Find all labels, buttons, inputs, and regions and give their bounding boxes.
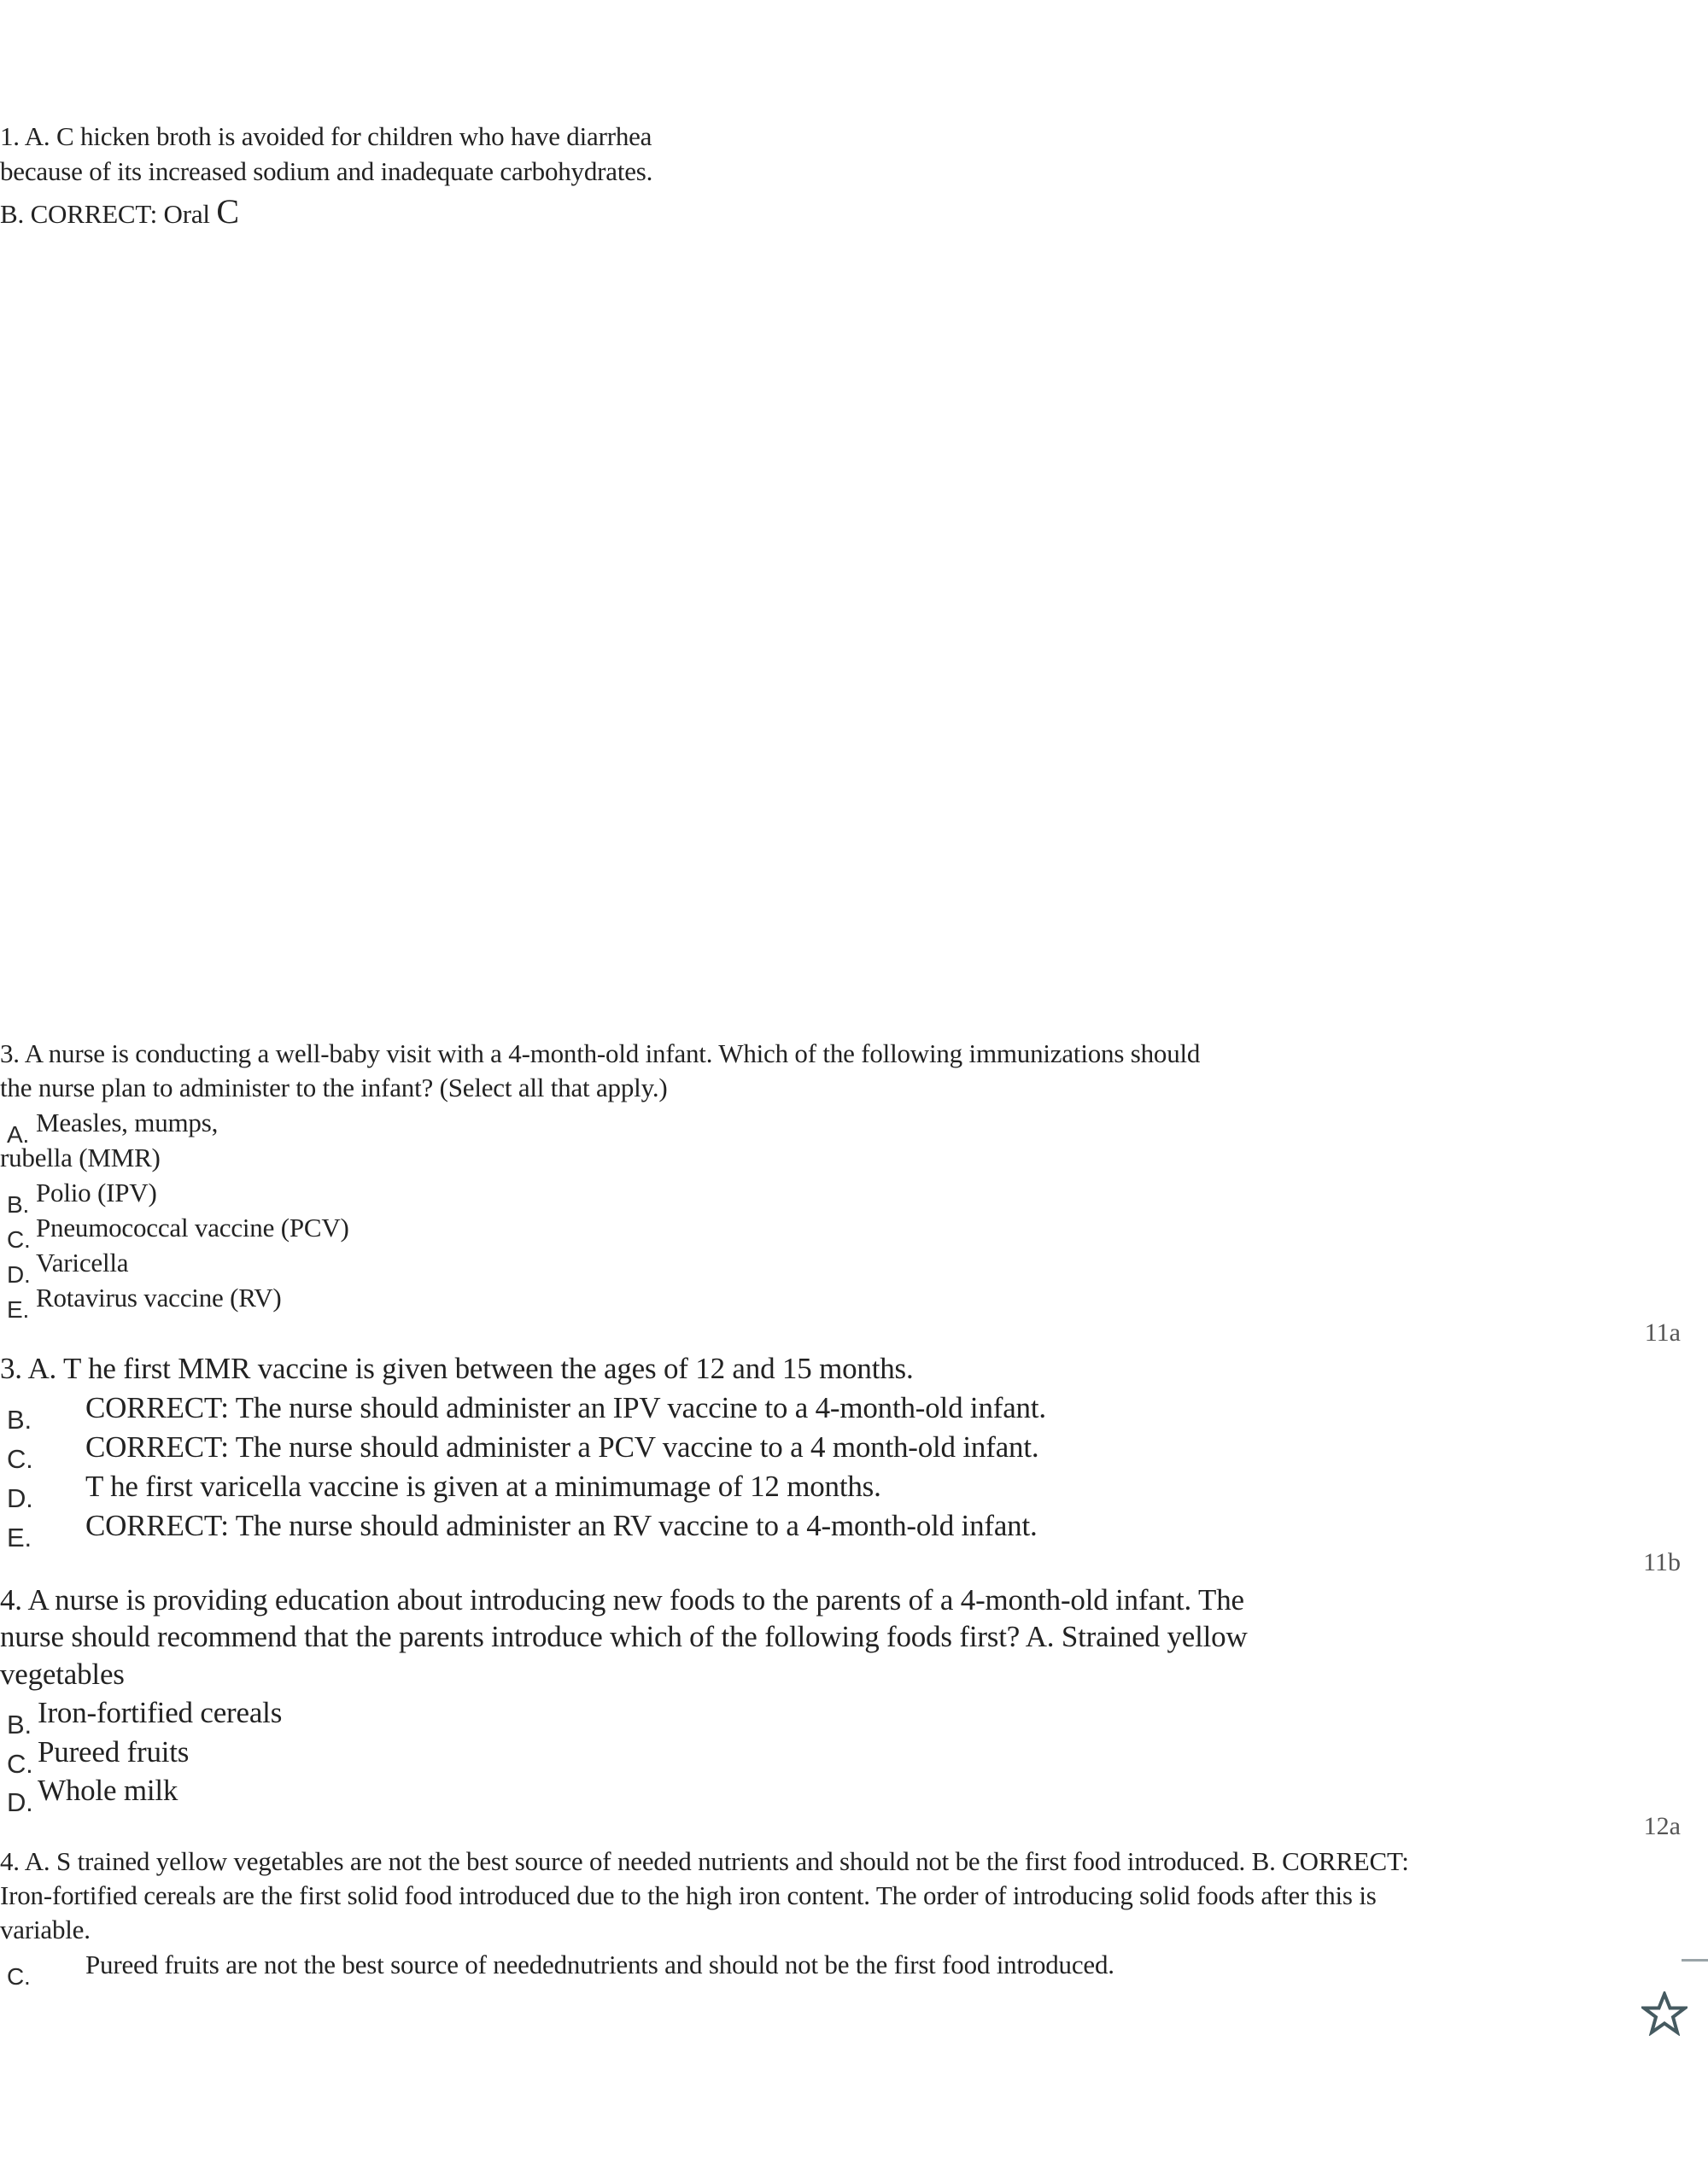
- option-text: Measles, mumps,: [36, 1108, 219, 1137]
- option-label: C.: [7, 1226, 31, 1253]
- option-label: A.: [7, 1121, 30, 1148]
- page-tag-12a: 12a: [1643, 1812, 1681, 1840]
- divider-rule: [1682, 1959, 1708, 1962]
- star-icon[interactable]: [1641, 1991, 1688, 2036]
- star-outline-icon: [1641, 1991, 1688, 2036]
- answer-label: C.: [7, 1444, 33, 1474]
- answer-text: T he first varicella vaccine is given at a minimumage of 12 months.: [85, 1470, 881, 1503]
- option-label: D.: [7, 1787, 33, 1817]
- q3-option-a-continued: rubella (MMR): [0, 1143, 161, 1172]
- option-text: Rotavirus vaccine (RV): [36, 1283, 282, 1313]
- q3-question-line-1: 3. A nurse is conducting a well-baby visit with a 4-month-old infant. Which of the following immunizations should: [0, 1038, 1201, 1068]
- q3-answer-line-1: 3. A. T he first MMR vaccine is given between the ages of 12 and 15 months.: [0, 1352, 914, 1385]
- option-label: D.: [7, 1261, 31, 1288]
- option-text: Iron-fortified cereals: [38, 1696, 283, 1729]
- option-label: B.: [7, 1710, 32, 1739]
- answer-text: CORRECT: The nurse should administer an RV vaccine to a 4-month-old infant.: [85, 1509, 1038, 1542]
- answer-label: B.: [7, 1405, 32, 1435]
- q1-answer-trailing-letter: C: [216, 192, 239, 231]
- option-label: E.: [7, 1296, 30, 1323]
- q4-answer-item-c: [0, 1950, 1114, 2003]
- answer-text: Pureed fruits are not the best source of needednutrients and should not be the first food introduced.: [85, 1950, 1114, 1979]
- q3-answer-item-e: [0, 1509, 1038, 1564]
- option-text: Whole milk: [38, 1774, 178, 1807]
- q4-answer-line-2: Iron-fortified cereals are the first solid food introduced due to the high iron content. The order of introducing solid foods after this is: [0, 1880, 1377, 1910]
- option-label: B.: [7, 1191, 30, 1218]
- q4-question-line-3: vegetables: [0, 1658, 125, 1691]
- option-text: Polio (IPV): [36, 1178, 157, 1207]
- option-text: Pneumococcal vaccine (PCV): [36, 1213, 349, 1242]
- answer-text: CORRECT: The nurse should administer a PCV vaccine to a 4 month-old infant.: [85, 1430, 1039, 1464]
- answer-label: D.: [7, 1483, 33, 1513]
- q4-question-line-1: 4. A nurse is providing education about introducing new foods to the parents of a 4-month-old infant. The: [0, 1583, 1244, 1617]
- answer-label: E.: [7, 1523, 32, 1552]
- option-text: Pureed fruits: [38, 1735, 190, 1769]
- answer-text: CORRECT: The nurse should administer an IPV vaccine to a 4-month-old infant.: [85, 1391, 1046, 1424]
- q4-answer-line-1: 4. A. S trained yellow vegetables are not the best source of needed nutrients and should not be the first food introduced. B. CORRECT:: [0, 1846, 1409, 1876]
- q4-question-line-2: nurse should recommend that the parents introduce which of the following foods first? A. Strained yellow: [0, 1620, 1248, 1653]
- option-label: C.: [7, 1749, 33, 1779]
- q1-answer-line-1: 1. A. C hicken broth is avoided for children who have diarrhea: [0, 121, 652, 151]
- q1-answer-line-3: [0, 192, 239, 231]
- q1-answer-line-2: because of its increased sodium and inadequate carbohydrates.: [0, 156, 653, 186]
- q1-answer-option-b: B. CORRECT: Oral: [0, 199, 217, 229]
- answer-label: C.: [7, 1963, 31, 1990]
- q3-question-line-2: the nurse plan to administer to the infant? (Select all that apply.): [0, 1073, 668, 1102]
- q4-answer-line-3: variable.: [0, 1915, 91, 1944]
- q4-option-d: [0, 1774, 178, 1829]
- page-tag-11b: 11b: [1643, 1548, 1681, 1576]
- q3-option-e: [0, 1283, 282, 1336]
- option-text: Varicella: [36, 1248, 129, 1278]
- page-tag-11a: 11a: [1644, 1318, 1681, 1347]
